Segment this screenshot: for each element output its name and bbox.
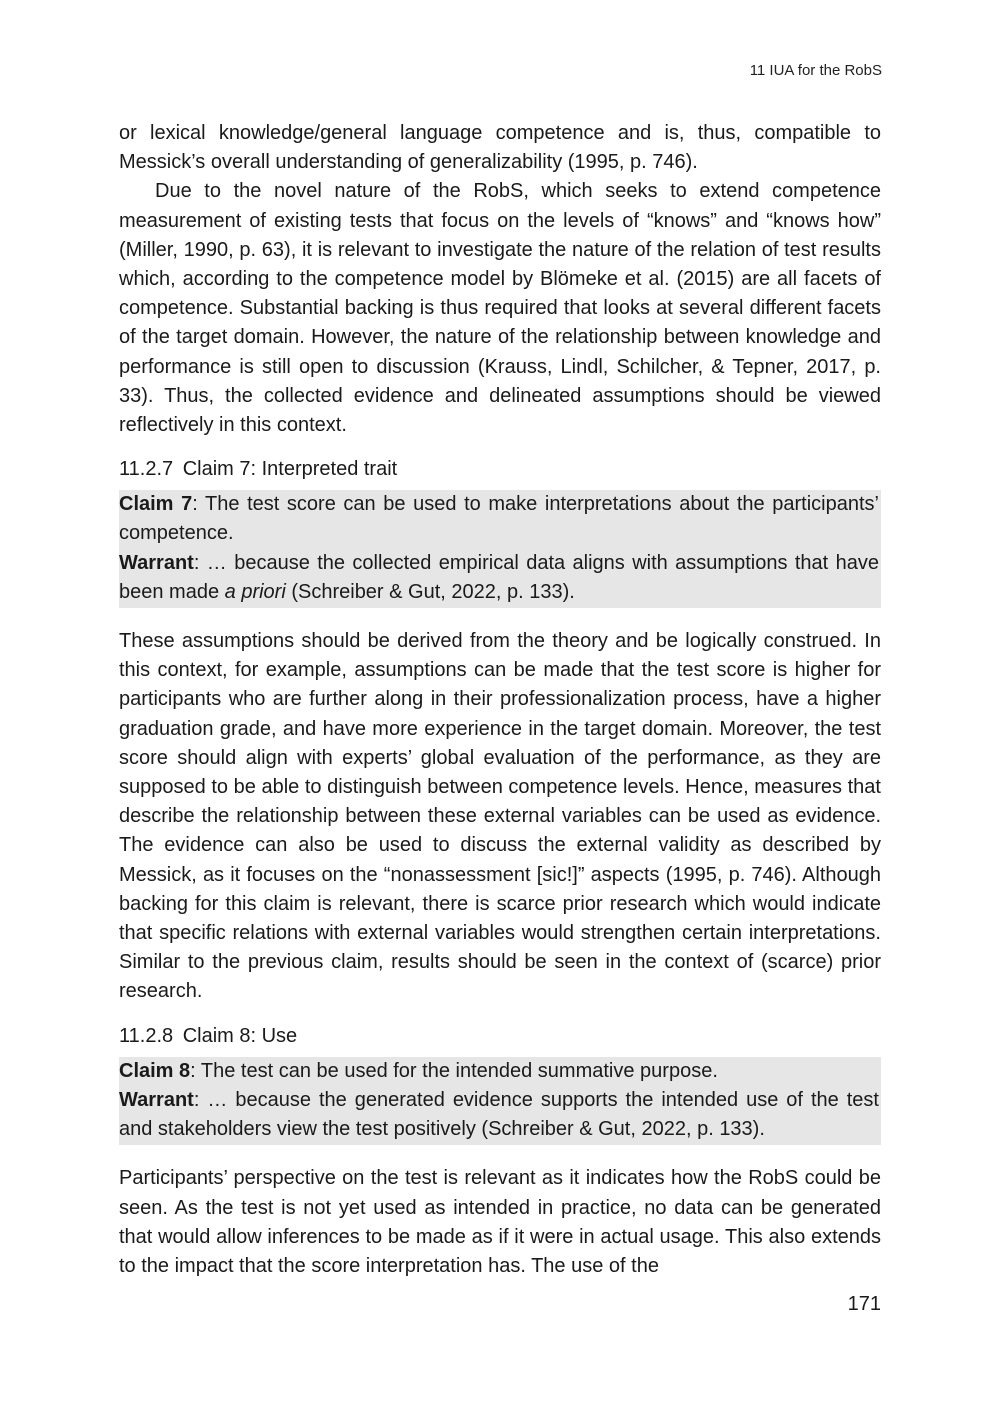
- warrant-text: : … because the collected empirical data aligns with assumptions that have been made: [119, 551, 879, 603]
- section-title: Claim 8: Use: [182, 1024, 298, 1047]
- paragraph-continuation: or lexical knowledge/general language competence and is, thus, compatible to Messick’s overall understanding of generalizability (1995, p. 746).: [119, 122, 881, 174]
- warrant-citation: (Schreiber & Gut, 2022, p. 133).: [285, 580, 575, 603]
- warrant-label: Warrant: [119, 551, 194, 574]
- claim-8-statement: [119, 1057, 879, 1086]
- section-title: Claim 7: Interpreted trait: [182, 458, 398, 481]
- claim-7-box: [119, 490, 881, 608]
- section-heading-claim-8: [119, 1022, 881, 1051]
- page-content: [119, 119, 881, 1281]
- warrant-italic: a priori: [224, 580, 286, 603]
- paragraph-robs-novelty: Due to the novel nature of the RobS, which seeks to extend competence measurement of existing tests that focus on the levels of “knows” and “knows how” (Miller, 1990, p. 63), it is relevant to investigate the nature of the relation of test results which, according to the competence model by Blömeke et al. (2015) are all facets of competence. Substantial backing is thus required that looks at several different facets of the target domain. However, the nature of the relationship between knowledge and performance is still open to discussion (Krauss, Lindl, Schilcher, & Tepner, 2017, p. 33). Thus, the collected evidence and delineated assumptions should be viewed reflectively in this context.: [119, 180, 881, 437]
- claim-text: : The test score can be used to make interpretations about the participants’ competence.: [119, 493, 879, 545]
- claim-label: Claim 7: [119, 493, 193, 516]
- claim-8-box: [119, 1057, 881, 1146]
- section-heading-claim-7: [119, 455, 881, 484]
- section-number: 11.2.8: [119, 1024, 174, 1047]
- claim-7-statement: [119, 490, 879, 548]
- claim-text: : The test can be used for the intended summative purpose.: [190, 1059, 718, 1082]
- warrant-label: Warrant: [119, 1088, 194, 1111]
- paragraph-claim-7-body: These assumptions should be derived from the theory and be logically construed. In this context, for example, assumptions can be made that the test score is higher for participants who are further along in their professionalization process, have a higher graduation grade, and have more experience in the target domain. Moreover, the test score should align with experts’ global evaluation of the performance, as they are supposed to be able to distinguish between competence levels. Hence, measures that describe the relationship between these external variables can be used as evidence. The evidence can also be used to discuss the external validity as described by Messick, as it focuses on the “nonassessment [sic!]” aspects (1995, p. 746). Although backing for this claim is relevant, there is scarce prior research which would indicate that specific relations with external variables would strengthen certain interpretations. Similar to the previous claim, results should be seen in the context of (scarce) prior research.: [119, 630, 881, 1003]
- claim-label: Claim 8: [119, 1059, 191, 1082]
- paragraph-claim-8-body: Participants’ perspective on the test is relevant as it indicates how the RobS could be seen. As the test is not yet used as intended in practice, no data can be generated that would allow inferences to be made as if it were in actual usage. This also extends to the impact that the score interpretation has. The use of the: [119, 1167, 881, 1277]
- section-number: 11.2.7: [119, 458, 174, 481]
- running-head: 11 IUA for the RobS: [749, 62, 882, 79]
- page-number: 171: [847, 1293, 881, 1315]
- warrant-text: : … because the generated evidence supports the intended use of the test and stakeholders view the test positively (Schreiber & Gut, 2022, p. 133).: [119, 1088, 879, 1141]
- claim-7-warrant: [119, 549, 879, 607]
- claim-8-warrant: [119, 1086, 879, 1144]
